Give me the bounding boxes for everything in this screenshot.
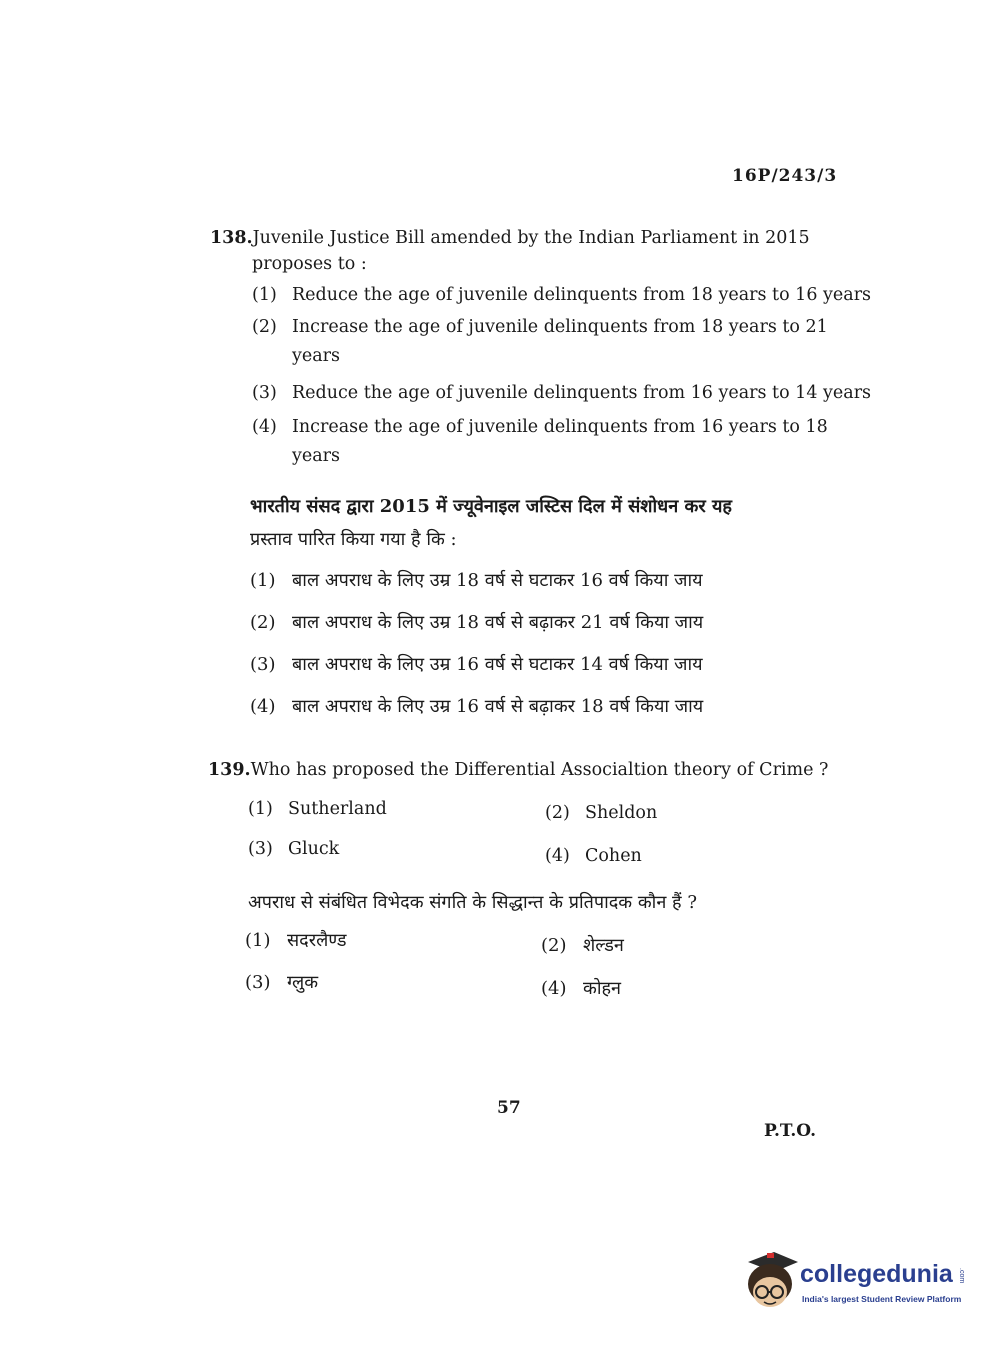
option-text: Gluck xyxy=(288,839,340,859)
option-number: (2) xyxy=(252,317,277,337)
logo-com: .com xyxy=(958,1268,965,1284)
option-3 xyxy=(248,835,339,864)
hindi-option-2 xyxy=(541,933,624,957)
pto-label: P.T.O. xyxy=(764,1121,816,1141)
option-text: Sutherland xyxy=(288,799,387,819)
option-text: Sheldon xyxy=(585,803,658,823)
option-text: बाल अपराध के लिए उम्र 18 वर्ष से बढ़ाकर 21 वर्ष किया जाय xyxy=(292,612,704,633)
option-number: (1) xyxy=(248,799,273,819)
hindi-option-1 xyxy=(245,928,346,952)
hindi-question-line2: प्रस्ताव पारित किया गया है कि : xyxy=(250,529,457,550)
option-4-cont: years xyxy=(292,446,341,466)
option-text: Reduce the age of juvenile delinquents from 18 years to 16 years xyxy=(292,285,872,305)
option-4 xyxy=(545,842,642,871)
question-138 xyxy=(210,225,840,251)
option-text: Increase the age of juvenile delinquents from 18 years to 21 xyxy=(292,317,828,337)
option-text: बाल अपराध के लिए उम्र 16 वर्ष से बढ़ाकर 18 वर्ष किया जाय xyxy=(292,696,704,717)
option-number: (4) xyxy=(252,417,277,437)
logo-tagline: India's largest Student Review Platform xyxy=(802,1294,962,1304)
option-1 xyxy=(252,281,871,310)
option-number: (3) xyxy=(250,654,276,675)
option-number: (4) xyxy=(541,978,567,999)
hindi-question-line1: भारतीय संसद द्वारा 2015 में ज्यूवेनाइल जस्टिस दिल में संशोधन कर यह xyxy=(250,496,732,517)
collegedunia-logo xyxy=(740,1248,970,1318)
question-139 xyxy=(208,757,848,783)
option-number: (1) xyxy=(252,285,277,305)
option-number: (1) xyxy=(245,930,271,951)
option-number: (2) xyxy=(541,935,567,956)
option-number: (3) xyxy=(245,972,271,993)
option-2-cont: years xyxy=(292,346,341,366)
option-3 xyxy=(252,379,871,408)
mascot-icon xyxy=(740,1248,800,1312)
option-text: बाल अपराध के लिए उम्र 16 वर्ष से घटाकर 14 वर्ष किया जाय xyxy=(292,654,703,675)
option-number: (2) xyxy=(545,803,570,823)
question-text: Who has proposed the Differential Associaltion theory of Crime ? xyxy=(250,760,829,780)
option-4 xyxy=(252,413,828,442)
option-2 xyxy=(252,313,828,342)
question-text-line1: Juvenile Justice Bill amended by the Indian Parliament in 2015 xyxy=(252,228,810,248)
option-number: (3) xyxy=(252,383,277,403)
page-number: 57 xyxy=(497,1098,521,1118)
option-number: (3) xyxy=(248,839,273,859)
hindi-option-4 xyxy=(541,976,621,1000)
option-text: Increase the age of juvenile delinquents from 16 years to 18 xyxy=(292,417,828,437)
option-number: (4) xyxy=(545,846,570,866)
option-2 xyxy=(545,799,657,828)
paper-code: 16P/243/3 xyxy=(732,166,838,186)
question-number: 139. xyxy=(208,760,251,780)
option-text: Reduce the age of juvenile delinquents from 16 years to 14 years xyxy=(292,383,872,403)
hindi-question: अपराध से संबंधित विभेदक संगति के सिद्धान्त के प्रतिपादक कौन हैं ? xyxy=(248,892,697,913)
option-number: (1) xyxy=(250,570,276,591)
option-number: (2) xyxy=(250,612,276,633)
hindi-option-3 xyxy=(250,652,703,676)
hindi-option-4 xyxy=(250,694,703,718)
question-text-line2: proposes to : xyxy=(252,254,367,274)
option-text: बाल अपराध के लिए उम्र 18 वर्ष से घटाकर 16 वर्ष किया जाय xyxy=(292,570,703,591)
hindi-option-2 xyxy=(250,610,703,634)
hindi-option-3 xyxy=(245,970,318,994)
hindi-option-1 xyxy=(250,568,703,592)
option-text: Cohen xyxy=(585,846,642,866)
option-text: शेल्डन xyxy=(583,935,624,956)
option-text: ग्लुक xyxy=(287,972,319,993)
option-1 xyxy=(248,795,387,824)
logo-name: collegedunia xyxy=(800,1260,953,1288)
option-text: कोहन xyxy=(583,978,622,999)
option-text: सदरलैण्ड xyxy=(287,930,347,951)
option-number: (4) xyxy=(250,696,276,717)
question-number: 138. xyxy=(210,228,253,248)
